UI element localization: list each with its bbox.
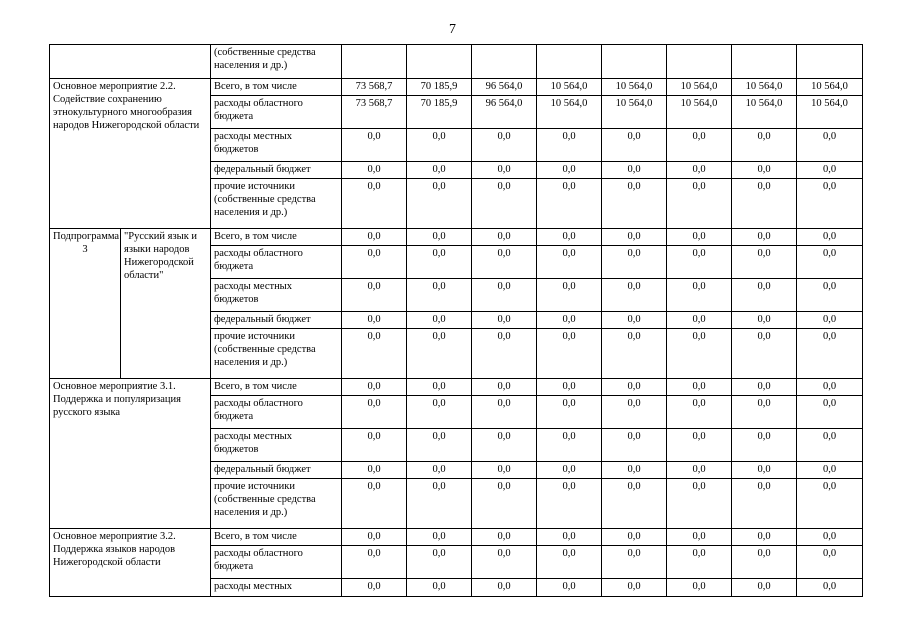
value-cell: 0,0	[472, 246, 537, 279]
group-title: Основное мероприятие 3.2. Поддержка языков народов Нижегородской области	[50, 529, 211, 597]
value-cell: 0,0	[602, 329, 667, 379]
value-cell: 0,0	[797, 396, 863, 429]
value-cell: 73 568,7	[342, 96, 407, 129]
empty-cell	[472, 45, 537, 79]
value-cell: 0,0	[602, 396, 667, 429]
value-cell: 0,0	[797, 279, 863, 312]
value-cell: 0,0	[342, 312, 407, 329]
source-label: расходы местных бюджетов	[211, 129, 342, 162]
value-cell: 96 564,0	[472, 79, 537, 96]
value-cell: 0,0	[667, 579, 732, 597]
table-row	[50, 229, 863, 246]
value-cell: 0,0	[342, 246, 407, 279]
value-cell: 0,0	[667, 329, 732, 379]
value-cell: 0,0	[407, 579, 472, 597]
value-cell: 0,0	[342, 396, 407, 429]
value-cell: 0,0	[472, 162, 537, 179]
value-cell: 0,0	[667, 229, 732, 246]
value-cell: 70 185,9	[407, 79, 472, 96]
value-cell: 0,0	[472, 229, 537, 246]
value-cell: 0,0	[407, 312, 472, 329]
value-cell: 0,0	[342, 279, 407, 312]
source-label: расходы местных бюджетов	[211, 429, 342, 462]
value-cell: 0,0	[797, 179, 863, 229]
value-cell: 0,0	[472, 429, 537, 462]
value-cell: 0,0	[797, 429, 863, 462]
empty-cell	[537, 45, 602, 79]
source-label: прочие источники (собственные средства населения и др.)	[211, 479, 342, 529]
source-label: расходы областного бюджета	[211, 246, 342, 279]
value-cell: 0,0	[342, 129, 407, 162]
value-cell: 0,0	[472, 329, 537, 379]
value-cell: 0,0	[407, 179, 472, 229]
value-cell: 0,0	[667, 529, 732, 546]
value-cell: 0,0	[667, 479, 732, 529]
value-cell: 0,0	[797, 529, 863, 546]
page-number: 7	[449, 22, 456, 37]
source-label: расходы местных бюджетов	[211, 279, 342, 312]
value-cell: 0,0	[667, 429, 732, 462]
value-cell: 96 564,0	[472, 96, 537, 129]
value-cell: 0,0	[667, 279, 732, 312]
value-cell: 0,0	[537, 129, 602, 162]
value-cell: 0,0	[732, 246, 797, 279]
value-cell: 0,0	[537, 479, 602, 529]
value-cell: 0,0	[472, 529, 537, 546]
value-cell: 0,0	[537, 462, 602, 479]
value-cell: 0,0	[797, 329, 863, 379]
value-cell: 0,0	[797, 462, 863, 479]
value-cell: 0,0	[407, 329, 472, 379]
value-cell: 0,0	[732, 429, 797, 462]
empty-cell	[797, 45, 863, 79]
source-label: Всего, в том числе	[211, 379, 342, 396]
value-cell: 73 568,7	[342, 79, 407, 96]
value-cell: 0,0	[797, 246, 863, 279]
value-cell: 0,0	[602, 379, 667, 396]
value-cell: 0,0	[602, 462, 667, 479]
value-cell: 0,0	[797, 129, 863, 162]
value-cell: 0,0	[342, 546, 407, 579]
value-cell: 0,0	[472, 129, 537, 162]
value-cell: 0,0	[732, 529, 797, 546]
value-cell: 0,0	[602, 229, 667, 246]
value-cell: 0,0	[537, 329, 602, 379]
empty-cell	[732, 45, 797, 79]
value-cell: 10 564,0	[537, 79, 602, 96]
value-cell: 0,0	[602, 179, 667, 229]
source-label: расходы областного бюджета	[211, 96, 342, 129]
value-cell: 0,0	[472, 462, 537, 479]
value-cell: 0,0	[732, 546, 797, 579]
value-cell: 0,0	[732, 329, 797, 379]
source-label: (собственные средства населения и др.)	[211, 45, 342, 79]
value-cell: 0,0	[537, 529, 602, 546]
source-label: прочие источники (собственные средства населения и др.)	[211, 329, 342, 379]
value-cell: 0,0	[537, 246, 602, 279]
value-cell: 0,0	[602, 529, 667, 546]
value-cell: 10 564,0	[732, 79, 797, 96]
value-cell: 0,0	[602, 546, 667, 579]
empty-cell	[407, 45, 472, 79]
value-cell: 0,0	[667, 129, 732, 162]
value-cell: 0,0	[407, 162, 472, 179]
value-cell: 0,0	[797, 546, 863, 579]
value-cell: 0,0	[537, 546, 602, 579]
source-label: Всего, в том числе	[211, 529, 342, 546]
value-cell: 0,0	[407, 462, 472, 479]
value-cell: 10 564,0	[797, 96, 863, 129]
value-cell: 10 564,0	[537, 96, 602, 129]
group-title: Основное мероприятие 3.1. Поддержка и популяризация русского языка	[50, 379, 211, 529]
source-label: Всего, в том числе	[211, 229, 342, 246]
value-cell: 0,0	[342, 229, 407, 246]
source-label: расходы областного бюджета	[211, 546, 342, 579]
value-cell: 0,0	[407, 379, 472, 396]
table-row	[50, 379, 863, 396]
value-cell: 0,0	[407, 429, 472, 462]
source-label: федеральный бюджет	[211, 312, 342, 329]
value-cell: 0,0	[407, 129, 472, 162]
value-cell: 0,0	[472, 179, 537, 229]
value-cell: 0,0	[537, 162, 602, 179]
empty-cell	[667, 45, 732, 79]
value-cell: 0,0	[667, 379, 732, 396]
value-cell: 0,0	[667, 396, 732, 429]
value-cell: 0,0	[732, 312, 797, 329]
value-cell: 0,0	[537, 279, 602, 312]
value-cell: 0,0	[407, 479, 472, 529]
value-cell: 0,0	[602, 246, 667, 279]
value-cell: 0,0	[537, 579, 602, 597]
value-cell: 0,0	[407, 546, 472, 579]
value-cell: 0,0	[732, 129, 797, 162]
source-label: расходы областного бюджета	[211, 396, 342, 429]
value-cell: 10 564,0	[602, 79, 667, 96]
value-cell: 0,0	[732, 179, 797, 229]
value-cell: 10 564,0	[602, 96, 667, 129]
value-cell: 0,0	[537, 179, 602, 229]
value-cell: 10 564,0	[797, 79, 863, 96]
value-cell: 0,0	[342, 379, 407, 396]
value-cell: 0,0	[732, 396, 797, 429]
value-cell: 0,0	[472, 312, 537, 329]
value-cell: 0,0	[342, 529, 407, 546]
value-cell: 0,0	[537, 396, 602, 429]
value-cell: 0,0	[472, 479, 537, 529]
value-cell: 0,0	[602, 579, 667, 597]
source-label: федеральный бюджет	[211, 162, 342, 179]
value-cell: 0,0	[797, 162, 863, 179]
value-cell: 0,0	[732, 579, 797, 597]
source-label: расходы местных	[211, 579, 342, 597]
table-row	[50, 45, 863, 79]
source-label: федеральный бюджет	[211, 462, 342, 479]
value-cell: 0,0	[602, 129, 667, 162]
value-cell: 0,0	[732, 479, 797, 529]
value-cell: 0,0	[472, 396, 537, 429]
table-row	[50, 79, 863, 96]
budget-table	[49, 44, 863, 597]
group-title: Основное мероприятие 2.2. Содействие сохранению этнокультурного многообразия народов Нижегородской области	[50, 79, 211, 229]
value-cell: 0,0	[342, 162, 407, 179]
value-cell: 0,0	[667, 312, 732, 329]
budget-table-body	[50, 45, 863, 597]
value-cell: 0,0	[732, 279, 797, 312]
value-cell: 0,0	[667, 162, 732, 179]
value-cell: 0,0	[602, 162, 667, 179]
value-cell: 0,0	[797, 312, 863, 329]
empty-cell	[602, 45, 667, 79]
table-row	[50, 529, 863, 546]
value-cell: 0,0	[407, 279, 472, 312]
subprogram-title: "Русский язык и языки народов Нижегородской области"	[121, 229, 211, 379]
source-label: Всего, в том числе	[211, 79, 342, 96]
value-cell: 0,0	[732, 462, 797, 479]
empty-cell	[342, 45, 407, 79]
value-cell: 0,0	[602, 429, 667, 462]
value-cell: 0,0	[667, 462, 732, 479]
value-cell: 0,0	[667, 546, 732, 579]
value-cell: 0,0	[667, 179, 732, 229]
value-cell: 70 185,9	[407, 96, 472, 129]
value-cell: 0,0	[602, 279, 667, 312]
source-label: прочие источники (собственные средства населения и др.)	[211, 179, 342, 229]
value-cell: 0,0	[342, 429, 407, 462]
subprogram-label: Подпрограмма 3	[50, 229, 121, 379]
value-cell: 0,0	[537, 229, 602, 246]
value-cell: 0,0	[602, 312, 667, 329]
value-cell: 0,0	[732, 162, 797, 179]
value-cell: 0,0	[407, 246, 472, 279]
value-cell: 10 564,0	[667, 96, 732, 129]
value-cell: 0,0	[342, 479, 407, 529]
value-cell: 0,0	[797, 579, 863, 597]
value-cell: 0,0	[342, 329, 407, 379]
value-cell: 0,0	[472, 379, 537, 396]
value-cell: 0,0	[732, 379, 797, 396]
value-cell: 0,0	[537, 379, 602, 396]
value-cell: 0,0	[667, 246, 732, 279]
value-cell: 0,0	[407, 229, 472, 246]
value-cell: 0,0	[407, 529, 472, 546]
value-cell: 0,0	[732, 229, 797, 246]
value-cell: 10 564,0	[667, 79, 732, 96]
value-cell: 0,0	[602, 479, 667, 529]
value-cell: 0,0	[537, 312, 602, 329]
value-cell: 0,0	[797, 379, 863, 396]
value-cell: 0,0	[472, 546, 537, 579]
value-cell: 0,0	[342, 579, 407, 597]
value-cell: 0,0	[407, 396, 472, 429]
value-cell: 0,0	[472, 579, 537, 597]
value-cell: 0,0	[797, 229, 863, 246]
value-cell: 0,0	[472, 279, 537, 312]
value-cell: 0,0	[537, 429, 602, 462]
value-cell: 10 564,0	[732, 96, 797, 129]
value-cell: 0,0	[342, 462, 407, 479]
value-cell: 0,0	[342, 179, 407, 229]
value-cell: 0,0	[797, 479, 863, 529]
empty-cell	[50, 45, 211, 79]
